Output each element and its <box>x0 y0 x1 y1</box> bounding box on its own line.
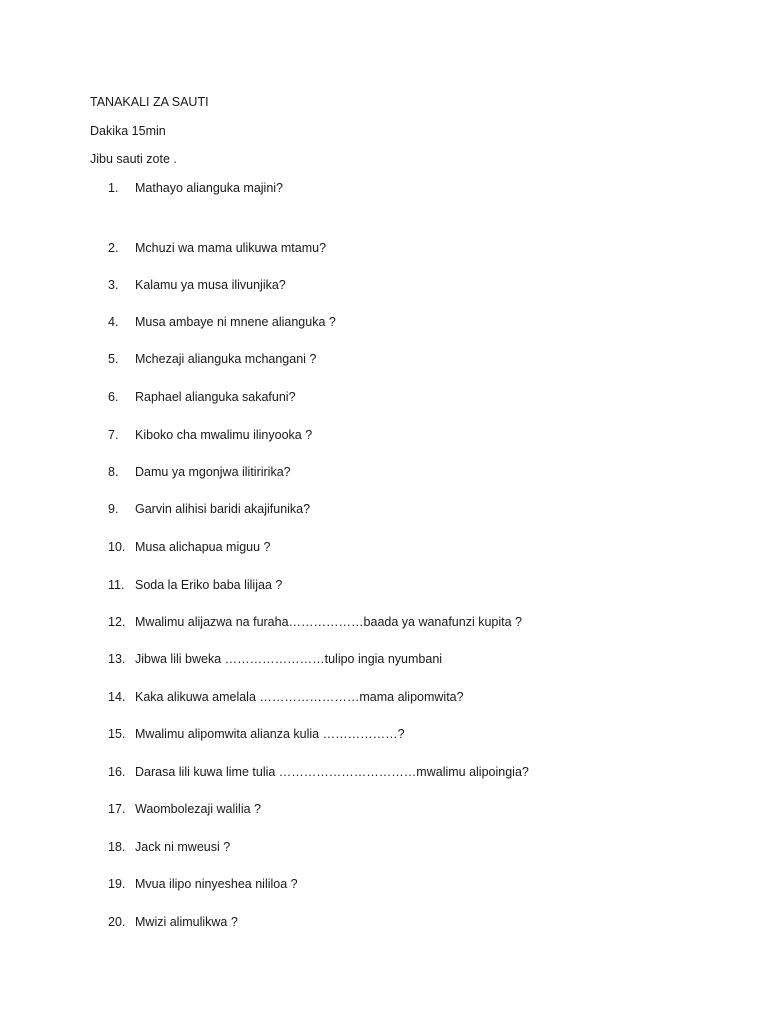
question-text: Kaka alikuwa amelala ……………………mama alipomwita? <box>135 690 464 704</box>
question-item <box>108 651 442 667</box>
question-text: Mwalimu alipomwita alianza kulia ………………? <box>135 727 405 741</box>
question-number: 10. <box>108 540 126 554</box>
question-item <box>108 501 310 517</box>
question-text: Musa ambaye ni mnene alianguka ? <box>135 315 336 329</box>
question-number: 2. <box>108 241 119 255</box>
question-text: Mwizi alimulikwa ? <box>135 915 238 929</box>
question-text: Garvin alihisi baridi akajifunika? <box>135 502 311 516</box>
question-item <box>108 351 316 367</box>
question-number: 15. <box>108 727 126 741</box>
question-number: 1. <box>108 181 119 195</box>
question-text: Musa alichapua miguu ? <box>135 540 271 554</box>
question-text: Kalamu ya musa ilivunjika? <box>135 278 286 292</box>
question-item <box>108 240 326 256</box>
question-text: Raphael alianguka sakafuni? <box>135 390 296 404</box>
question-text: Darasa lili kuwa lime tulia ……………………………mwalimu alipoingia? <box>135 765 529 779</box>
question-text: Jack ni mweusi ? <box>135 840 231 854</box>
question-number: 5. <box>108 352 119 366</box>
question-number: 4. <box>108 315 119 329</box>
question-item <box>108 277 286 293</box>
question-number: 18. <box>108 840 126 854</box>
question-text: Kiboko cha mwalimu ilinyooka ? <box>135 428 313 442</box>
question-text: Damu ya mgonjwa ilitiririka? <box>135 465 291 479</box>
question-number: 20. <box>108 915 126 929</box>
question-item <box>108 801 261 817</box>
question-text: Mvua ilipo ninyeshea nililoa ? <box>135 877 298 891</box>
question-item <box>108 539 271 555</box>
question-item <box>108 726 405 742</box>
question-text: Mwalimu alijazwa na furaha………………baada ya wanafunzi kupita ? <box>135 615 522 629</box>
question-number: 9. <box>108 502 119 516</box>
question-item <box>108 839 230 855</box>
question-item <box>108 764 529 780</box>
question-item <box>108 427 312 443</box>
question-number: 6. <box>108 390 119 404</box>
question-text: Mathayo alianguka majini? <box>135 181 284 195</box>
document-duration: Dakika 15min <box>90 124 166 138</box>
question-number: 17. <box>108 802 126 816</box>
document-instruction: Jibu sauti zote . <box>90 152 177 166</box>
question-text: Soda la Eriko baba lilijaa ? <box>135 578 283 592</box>
question-item <box>108 180 283 196</box>
question-text: Jibwa lili bweka ……………………tulipo ingia nyumbani <box>135 652 443 666</box>
question-number: 11. <box>108 578 125 592</box>
question-item <box>108 389 296 405</box>
question-item <box>108 689 464 705</box>
question-item <box>108 577 282 593</box>
question-item <box>108 314 336 330</box>
question-number: 19. <box>108 877 126 891</box>
question-text: Waombolezaji walilia ? <box>135 802 261 816</box>
question-number: 12. <box>108 615 126 629</box>
question-item <box>108 614 522 630</box>
question-number: 3. <box>108 278 119 292</box>
question-number: 14. <box>108 690 126 704</box>
question-item <box>108 914 238 930</box>
question-text: Mchezaji alianguka mchangani ? <box>135 352 317 366</box>
question-item <box>108 464 291 480</box>
question-number: 13. <box>108 652 126 666</box>
question-number: 7. <box>108 428 119 442</box>
question-number: 8. <box>108 465 119 479</box>
question-item <box>108 876 298 892</box>
document-title: TANAKALI ZA SAUTI <box>90 95 209 109</box>
question-text: Mchuzi wa mama ulikuwa mtamu? <box>135 241 327 255</box>
question-number: 16. <box>108 765 126 779</box>
